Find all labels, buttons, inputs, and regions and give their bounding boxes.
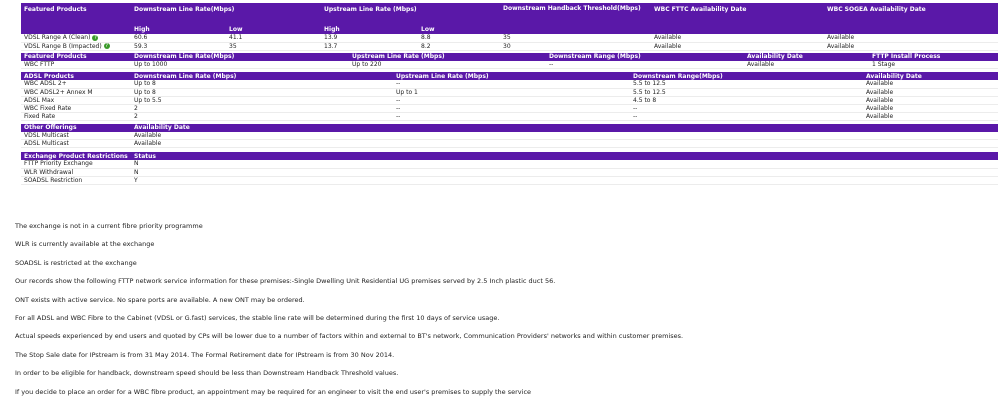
table-cell: -- (393, 96, 630, 104)
table1-subheader-1: High (131, 25, 226, 34)
product-name: VDSL Range A (Clean) (24, 34, 91, 42)
table-cell: Available (131, 140, 998, 148)
table-cell: 2 (131, 104, 393, 112)
table-cell: -- (393, 80, 630, 88)
table-cell: 35 (500, 34, 651, 42)
table-row (21, 132, 998, 140)
table2-header-1: Downstream Line Rate(Mbps) (131, 53, 349, 61)
table-row (21, 88, 998, 96)
product-name: WBC ADSL2+ Annex M (21, 88, 131, 96)
table3-header-4: Availability Date (863, 72, 998, 80)
adsl-products-table (21, 72, 998, 121)
table-cell: Available (744, 61, 869, 69)
table-cell: -- (630, 104, 863, 112)
table-cell: 4.5 to 8 (630, 96, 863, 104)
product-name: WBC FTTP (21, 61, 131, 69)
note-text: In order to be eligible for handback, downstream speed should be less than Downstream Handback Threshold values. (15, 369, 399, 378)
table-cell: Available (651, 34, 824, 42)
table-cell: Up to 8 (131, 88, 393, 96)
table-cell: 35 (226, 42, 321, 50)
table-cell: Available (651, 42, 824, 50)
restriction-name: FTTP Priority Exchange (21, 160, 131, 168)
table-row (21, 112, 998, 120)
product-name: WBC Fixed Rate (21, 104, 131, 112)
note-text: The exchange is not in a current fibre priority programme (15, 222, 203, 230)
restriction-name: SOADSL Restriction (21, 176, 131, 184)
table1-header-row (21, 3, 998, 25)
note-text: SOADSL is restricted at the exchange (15, 258, 137, 267)
table1-header-1: Downstream Line Rate(Mbps) (131, 3, 321, 25)
fttp-featured-products-table (21, 53, 998, 70)
product-name: VDSL Range B (Impacted) (24, 42, 102, 50)
table1-header-6: WBC FTTC Availability Date (651, 3, 824, 25)
vdsl-featured-products-table (21, 3, 998, 51)
table1-header-7: WBC SOGEA Availability Date (824, 3, 998, 25)
table-cell: 1 Stage (869, 61, 998, 69)
table3-header-row (21, 72, 998, 80)
table-cell: -- (393, 112, 630, 120)
table1-header-3: Upstream Line Rate (Mbps) (321, 3, 500, 25)
table4-header-0: Other Offerings (21, 124, 131, 132)
table2-header-5: FTTP Install Process (869, 53, 998, 61)
table-cell: Available (824, 34, 998, 42)
exchange-restrictions-table (21, 152, 998, 185)
product-name: Fixed Rate (21, 112, 131, 120)
table4-header-1: Availability Date (131, 124, 998, 132)
table5-header-1: Status (131, 152, 998, 160)
table-cell: 8.8 (418, 34, 500, 42)
table-row (21, 168, 998, 176)
table1-header-5: Downstream Handback Threshold(Mbps) (500, 3, 651, 25)
table-cell: Up to 5.5 (131, 96, 393, 104)
table-cell: 60.6 (131, 34, 226, 42)
table1-subheader-6 (651, 25, 824, 34)
table-cell: 30 (500, 42, 651, 50)
help-icon[interactable]: ? (94, 34, 97, 41)
table-cell: Available (863, 104, 998, 112)
note-text: Our records show the following FTTP network service information for these premises:-Single Dwelling Unit Residential UG premises served by 2.5 Inch plastic duct 56. (15, 277, 556, 286)
table-row (21, 42, 998, 50)
product-name: ADSL Max (21, 96, 131, 104)
table1-subheader-7 (824, 25, 998, 34)
product-name: VDSL Multicast (21, 132, 131, 140)
note-text: Actual speeds experienced by end users and quoted by CPs will be lower due to a number of factors within and external to BT's network, Communication Providers' networks and within customer premises. (15, 332, 684, 341)
table-cell: N (131, 160, 998, 168)
product-name: WBC ADSL 2+ (21, 80, 131, 88)
note-text: If you decide to place an order for a WBC fibre product, an appointment may be required for an engineer to visit the end user's premises to supply the service (15, 387, 532, 396)
table-cell: Available (863, 112, 998, 120)
table2-header-2: Upstream Line Rate (Mbps) (349, 53, 546, 61)
note-text: ONT exists with active service. No spare ports are available. A new ONT may be ordered. (15, 295, 305, 304)
product-name: ADSL Multicast (21, 140, 131, 148)
table-cell: N (131, 168, 998, 176)
table1-subheader-3: High (321, 25, 418, 34)
table2-header-row (21, 53, 998, 61)
table-cell: 59.3 (131, 42, 226, 50)
table-cell: Available (824, 42, 998, 50)
table-cell: Up to 1000 (131, 61, 349, 69)
table-row (21, 160, 998, 168)
table2-header-0: Featured Products (21, 53, 131, 61)
table1-subheader-0 (21, 25, 131, 34)
note-text: WLR is currently available at the exchange (15, 240, 155, 249)
table-row (21, 34, 998, 42)
table-cell: Available (863, 80, 998, 88)
table3-header-0: ADSL Products (21, 72, 131, 80)
table3-header-3: Downstream Range(Mbps) (630, 72, 863, 80)
table-cell: -- (546, 61, 744, 69)
notes-section (15, 222, 985, 406)
help-icon[interactable]: ? (105, 43, 108, 49)
table-cell: Y (131, 176, 998, 184)
note-text: For all ADSL and WBC Fibre to the Cabinet (VDSL or G.fast) services, the stable line rate will be determined during the first 10 days of service usage. (15, 313, 500, 322)
note-text: The Stop Sale date for IPstream is from 31 May 2014. The Formal Retirement date for IPstream is from 30 Nov 2014. (15, 350, 395, 359)
table1-header-0: Featured Products (21, 3, 131, 25)
table-cell: Up to 1 (393, 88, 630, 96)
table-cell: Available (863, 96, 998, 104)
table-row (21, 140, 998, 148)
table-cell: 8.2 (418, 42, 500, 50)
table-cell: 2 (131, 112, 393, 120)
table-cell: Available (863, 88, 998, 96)
table-row (21, 96, 998, 104)
table4-header-row (21, 124, 998, 132)
table-row (21, 104, 998, 112)
table1-subheader-2: Low (226, 25, 321, 34)
table-row (21, 80, 998, 88)
table-cell: 13.9 (321, 34, 418, 42)
table-cell: 13.7 (321, 42, 418, 50)
table-cell: 41.1 (226, 34, 321, 42)
table-row (21, 61, 998, 69)
table5-header-row (21, 152, 998, 160)
table-cell: -- (630, 112, 863, 120)
table1-subheader-4: Low (418, 25, 500, 34)
other-offerings-table (21, 124, 998, 149)
restriction-name: WLR Withdrawal (21, 168, 131, 176)
table2-header-3: Downstream Range (Mbps) (546, 53, 744, 61)
table3-header-2: Upstream Line Rate (Mbps) (393, 72, 630, 80)
table-cell: Up to 8 (131, 80, 393, 88)
table-cell: 5.5 to 12.5 (630, 80, 863, 88)
availability-checker-page (0, 3, 998, 396)
table5-header-0: Exchange Product Restrictions (21, 152, 131, 160)
table1-subheader-row (21, 25, 998, 34)
table2-header-4: Availability Date (744, 53, 869, 61)
table-cell: 5.5 to 12.5 (630, 88, 863, 96)
table1-subheader-5 (500, 25, 651, 34)
table3-header-1: Downstream Line Rate (Mbps) (131, 72, 393, 80)
table-cell: Available (131, 132, 998, 140)
table-cell: Up to 220 (349, 61, 546, 69)
table-row (21, 176, 998, 184)
table-cell: -- (393, 104, 630, 112)
